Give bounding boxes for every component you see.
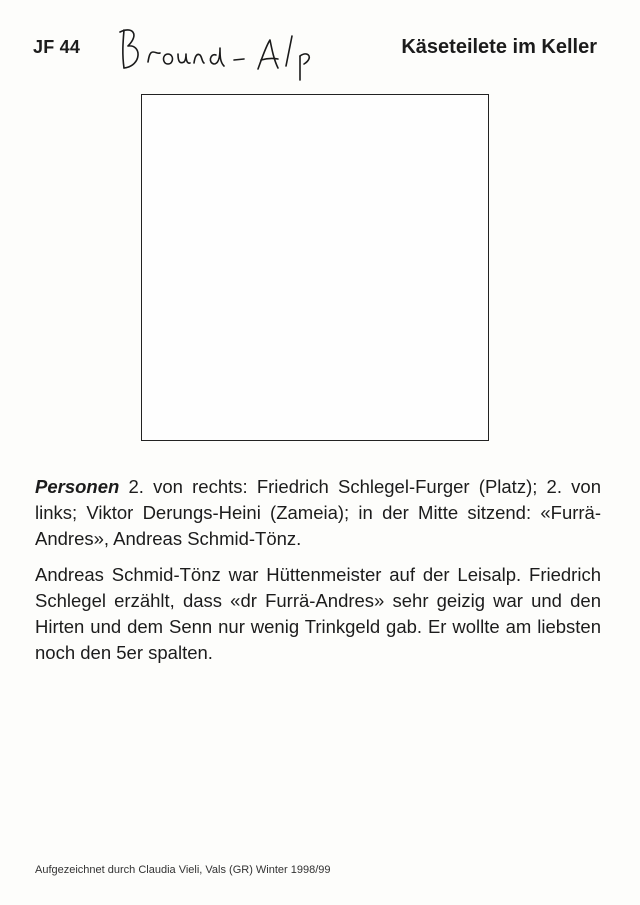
- persons-label: Personen: [35, 476, 120, 497]
- handwritten-note: [118, 22, 318, 82]
- footer-credit: Aufgezeichnet durch Claudia Vieli, Vals (GR) Winter 1998/99: [35, 864, 331, 876]
- persons-paragraph: [35, 474, 601, 552]
- document-title: Käseteilete im Keller: [401, 36, 597, 58]
- photo-placeholder: [141, 94, 489, 441]
- document-code: JF 44: [33, 37, 81, 57]
- persons-text: 2. von rechts: Friedrich Schlegel-Furger (Platz); 2. von links; Viktor Derungs-Heini (Zameia); in der Mitte sitzend: «Furrä-Andres», Andreas Schmid-Tönz.: [35, 476, 601, 549]
- story-paragraph: Andreas Schmid-Tönz war Hüttenmeister auf der Leisalp. Friedrich Schlegel erzählt, dass «dr Furrä-Andres» sehr geizig war und den Hirten und dem Senn nur wenig Trinkgeld gab. Er wollte am liebsten noch den 5er spalten.: [35, 564, 601, 663]
